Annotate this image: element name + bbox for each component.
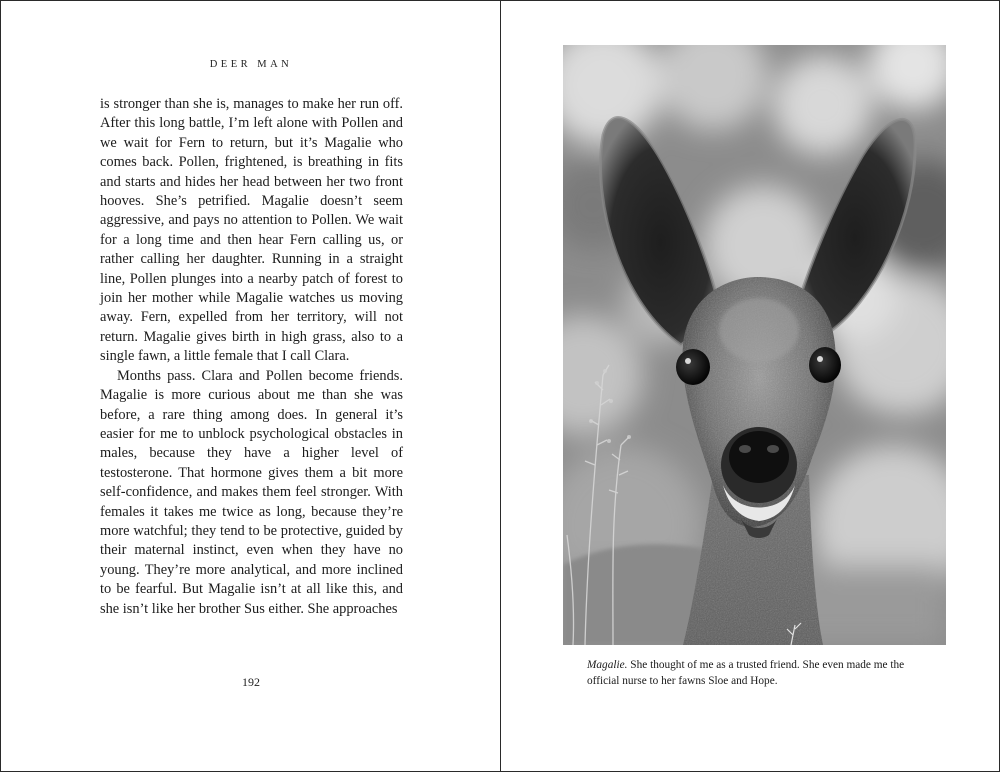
- photo-caption: [587, 658, 927, 690]
- gutter-divider: [500, 1, 501, 772]
- running-head: DEER MAN: [209, 59, 293, 70]
- body-text: [100, 95, 403, 619]
- paragraph-2: Months pass. Clara and Pollen become friends. Magalie is more curious about me than she was before, a rare thing among does. In general it’s easier for me to unblock psychological obstacles in males, because they have a higher level of testosterone. That hormone gives them a bit more self-confidence, and makes them feel stronger. With females it takes me twice as long, because they’re more watchful; they tend to be protective, guided by their maternal instinct, even when they have no young. They’re more analytical, and more inclined to be fearful. But Magalie isn’t at all like this, and she isn’t like her brother Sus either. She approaches: [100, 367, 403, 617]
- paragraph-1: is stronger than she is, manages to make her run off. After this long battle, I’m left alone with Pollen and we wait for Fern to return, but it’s Magalie who comes back. Pollen, frightened, is breathing in fits and starts and hides her head between her two front hooves. She’s petrified. Magalie doesn’t seem aggressive, and pays no attention to Pollen. We wait for a long time and then hear Fern calling us, or rather calling her daughter. Running in a straight line, Pollen plunges into a nearby patch of forest to join her mother while Magalie watches us moving away. Fern, expelled from her territory, will not return. Magalie gives birth in high grass, also to a single fawn, a little female that I call Clara.: [100, 96, 403, 365]
- page-number: 192: [242, 675, 260, 689]
- caption-text: She thought of me as a trusted friend. She even made me the official nurse to her fawns Sloe and Hope.: [587, 659, 905, 687]
- deer-photo: [563, 45, 946, 645]
- caption-name: Magalie.: [587, 659, 628, 671]
